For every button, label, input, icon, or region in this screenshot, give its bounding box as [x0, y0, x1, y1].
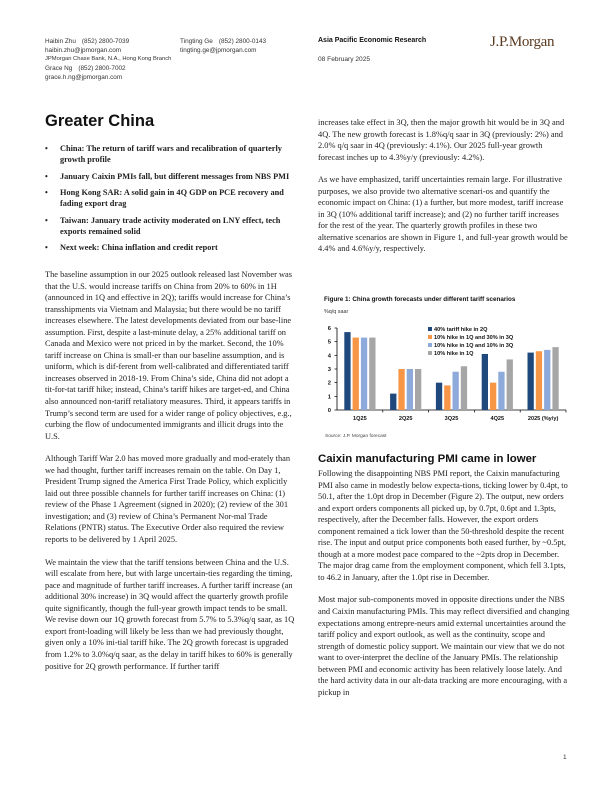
bar: [369, 338, 375, 410]
key-point: • January Caixin PMIs fall, but different messages from NBS PMI: [45, 171, 290, 181]
legend-label: 10% hike in 1Q and 30% in 3Q: [434, 335, 514, 341]
author-1: [45, 38, 171, 47]
author-name: Haibin Zhu: [45, 38, 76, 45]
author-phone: (852) 2800-0143: [218, 38, 267, 45]
bullet-icon: •: [45, 144, 48, 153]
x-tick-label: 2025 (%y/y): [527, 416, 559, 422]
author-phone: (852) 2800-7002: [78, 65, 126, 73]
body-paragraph: Although Tariff War 2.0 has moved more gradually and mod-erately than we had thought, further tariff increases remain on the table. On Day 1, President Trump signed the America First Trade Policy, which explicitly laid out three possible channels for further tariff increases on China: (1) review of the Phase 1 Agreement (signed in 2020); (2) review of the 301 investigation; and (3) review of China’s Permanent Nor-mal Trade Relations (PNTR) status. The Executive Order also required the review reports to be delivered by 1 April 2025.: [45, 454, 291, 545]
key-point: • Next week: China inflation and credit report: [45, 243, 218, 252]
report-date: 08 February 2025: [318, 56, 371, 63]
figure-source: Source: J.P. Morgan forecast: [325, 434, 387, 439]
author-2: [180, 38, 266, 47]
bar: [398, 369, 404, 410]
y-tick-label: 2: [327, 380, 331, 387]
key-point: • China: The return of tariff wars and recalibration of quarterly growth profile: [45, 144, 282, 164]
legend-label: 10% hike in 1Q and 10% in 3Q: [434, 343, 514, 349]
jpmorgan-logo: J.P.Morgan: [490, 34, 555, 50]
y-tick-label: 3: [327, 367, 331, 373]
legend-swatch: [428, 351, 432, 355]
bar: [353, 338, 359, 410]
author-block-left: [45, 38, 171, 82]
figure-title: Figure 1: China growth forecasts under different tariff scenarios: [324, 296, 516, 303]
author-name: Tingting Ge: [180, 38, 213, 45]
key-points-list: [45, 143, 300, 259]
bar: [453, 372, 459, 410]
author-email[interactable]: tingting.ge@jpmorgan.com: [180, 46, 257, 54]
bar: [407, 369, 413, 410]
author-phone: (852) 2800-7039: [81, 38, 130, 45]
legend-swatch: [428, 327, 432, 331]
body-paragraph: increases take effect in 3Q, then the major growth hit would be in 3Q and 4Q. The new growth forecast is 1.8%q/q saar in 3Q (previously: 2%) and 2.0% q/q saar in 4Q (previously: 4.1%). Our 2025 full-year growth forecast inches up to 4.3%y/y (previously: 4.2%).: [318, 118, 565, 162]
bullet-icon: •: [45, 171, 48, 181]
body-paragraph: Following the disappointing NBS PMI report, the Caixin manufacturing PMI also came in modestly below expecta-tions, ticking lower by 0.4pt, to 50.1, after the 1.0pt drop in December (Figure 2). The output, new orders and export orders components all picked up, by 0.7pt, 0.6pt and 1.3pts, respectively, after the December falls. However, the export orders component remained a tick lower than the 50-threshold despite the recent rise. The input and output price components both eased further, by ~0.5pt, though at a more modest pace compared to the ~2pts drop in December. The major drag came from the employment component, which fell 3.1pts, to 46.2 in January, after the 1.0pt rise in December.: [318, 469, 568, 582]
x-axis: [337, 410, 566, 422]
bar: [444, 385, 450, 410]
y-tick-label: 5: [327, 339, 331, 346]
key-point: • Taiwan: January trade activity moderated on LNY effect, tech exports remained solid: [45, 215, 281, 236]
y-tick-label: 6: [327, 326, 331, 332]
bar: [461, 366, 467, 410]
bar: [536, 351, 542, 410]
page-number: 1: [563, 754, 567, 761]
body-paragraph: As we have emphasized, tariff uncertainties remain large. For illustrative purposes, we also provide two alternative scenari-os and quantify the economic impact on China: (1) a further, but more modest, tariff increase in 3Q (10% additional tariff increase); and (2) no further tariff increases for the rest of the year. The quarterly growth profiles in these two alternative scenarios are shown in Figure 1, and full-year growth would be 4.4% and 4.6%y/y, respectively.: [318, 175, 568, 254]
bar: [528, 353, 534, 410]
author-name: Grace Ng: [45, 65, 73, 73]
body-paragraph: The baseline assumption in our 2025 outlook released last November was that the U.S. would increase tariffs on China from 20% to 60% in 1H (announced in 1Q and effective in 2Q); tariffs would increase for China’s transshipments via Vietnam and Malaysia; but there would be no tariff increases elsewhere. The latest developments deviated from our base-line assumption. First, despite a last-minute delay, a 25% additional tariff on Canada and Mexico were not priced in by the market. Second, the 10% tariff increase on China is small-er than our baseline assumption, and is uniform, which is dif-ferent from well-calibrated and differentiated tariff increases observed in 2018-19. From China’s side, China did not adopt a tit-for-tat tariff hike; instead, China’s tariff hikes are target-ed, and China also announced non-tariff retaliatory measures. Third, it appears tariffs in Trump’s second term are used for a wider range of policy objectives, e.g., curbing the flow of undocumented immigrants and illicit drugs into the U.S.: [45, 270, 293, 441]
y-tick-label: 0: [327, 408, 331, 414]
author-email[interactable]: haibin.zhu@jpmorgan.com: [45, 46, 122, 54]
x-tick-label: 2Q25: [398, 416, 413, 422]
bar: [436, 383, 442, 410]
left-column-body: [45, 269, 295, 683]
legend-swatch: [428, 335, 432, 339]
y-tick-label: 1: [327, 394, 331, 401]
y-axis-unit: %q/q saar: [324, 309, 349, 315]
x-tick-label: 4Q25: [490, 416, 505, 422]
author-3: [45, 65, 171, 74]
legend-label: 10% hike in 1Q: [434, 351, 474, 357]
bar: [552, 347, 558, 410]
bar: [490, 383, 496, 410]
key-point: • Hong Kong SAR: A solid gain in 4Q GDP on PCE recovery and fading export drag: [45, 188, 284, 208]
legend-label: 40% tariff hike in 2Q: [434, 327, 488, 333]
growth-forecast-chart: [306, 312, 596, 442]
page-title: Greater China: [45, 112, 155, 130]
bar: [390, 394, 396, 410]
bar: [482, 354, 488, 410]
bullet-icon: •: [45, 215, 48, 225]
report-title: Asia Pacific Economic Research: [318, 37, 427, 44]
bullet-icon: •: [45, 243, 48, 252]
branch-name: JPMorgan Chase Bank, N.A., Hong Kong Branch: [45, 56, 172, 63]
body-paragraph: Most major sub-components moved in opposite directions under the NBS and Caixin manufacturing PMIs. This may reflect diversified and changing expectations among entrepre-neurs amid external uncertainties around the tariff policy and export outlook, as well as the continuity, scope and strength of domestic policy support. We maintain our view that we do not want to over-interpret the decline of the January PMIs. The relationship between PMI and economic activity has been relatively loose lately. And the hard activity data in our alt-data tracking are more encouraging, with a pickup in: [318, 595, 570, 697]
y-axis: [328, 326, 337, 414]
right-column-body-bottom: [318, 468, 570, 709]
body-paragraph: We maintain the view that the tariff tensions between China and the U.S. will escalate from here, but with large uncertain-ties regarding the timing, pace and magnitude of further tariff increases. A further tariff increase (an additional 30% increase) in 3Q would affect the quarterly growth profile quite significantly, though the full-year growth impact tends to be small. We revise down our 1Q growth forecast from 5.7% to 5.3%q/q saar, as 1Q export front-loading will likely be less than we had previously thought, given only a 10% ini-tial tariff hike. The 2Q growth forecast is upgraded from 1.2% to 3.0%q/q saar, as the delay in tariff hikes to 60% is generally positive for 2Q growth performance. If further tariff: [45, 557, 295, 671]
author-email[interactable]: grace.h.ng@jpmorgan.com: [45, 73, 123, 81]
bar: [344, 332, 350, 410]
x-tick-label: 3Q25: [444, 416, 459, 422]
bar: [498, 372, 504, 410]
y-tick-label: 4: [327, 353, 331, 360]
section-title: Caixin manufacturing PMI came in lower: [318, 453, 537, 465]
bar: [361, 338, 367, 410]
x-tick-label: 1Q25: [353, 416, 367, 422]
legend: [428, 327, 514, 357]
bullet-icon: •: [45, 188, 48, 197]
bar: [544, 350, 550, 410]
author-block-right: [180, 38, 266, 55]
bar: [415, 369, 421, 410]
legend-swatch: [428, 343, 432, 347]
right-column-body-top: [318, 117, 568, 266]
bar: [507, 359, 513, 410]
